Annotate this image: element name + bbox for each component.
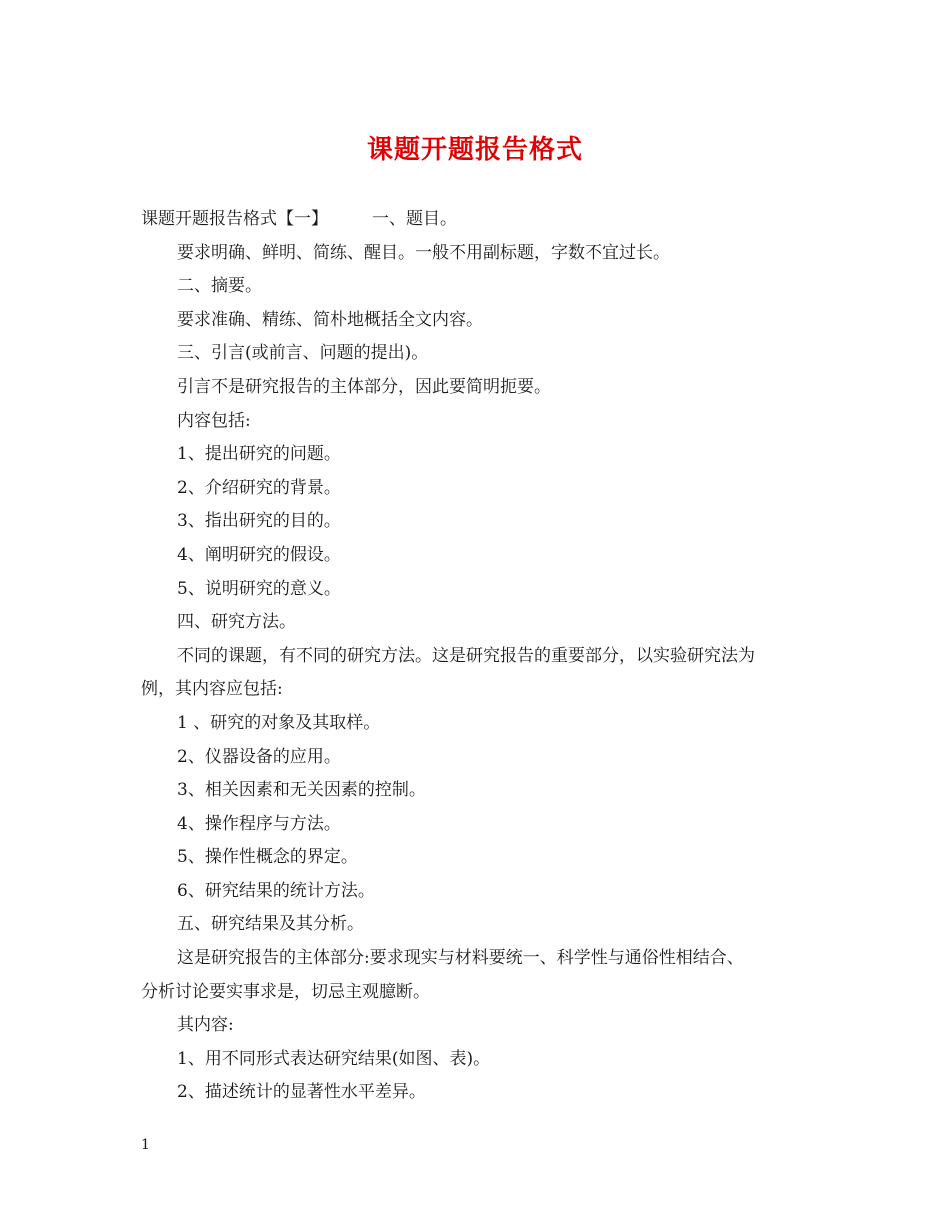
- paragraph-list: [141, 237, 821, 1110]
- paragraph-line: 要求明确、鲜明、简练、醒目。一般不用副标题，字数不宜过长。: [177, 242, 670, 263]
- paragraph-line: 这是研究报告的主体部分:要求现实与材料要统一、科学性与通俗性相结合、: [177, 948, 744, 969]
- paragraph-line: 3、相关因素和无关因素的控制。: [177, 780, 426, 801]
- paragraph-line: 1、用不同形式表达研究结果(如图、表)。: [177, 1048, 491, 1069]
- paragraph-line: 五、研究结果及其分析。: [177, 914, 364, 935]
- paragraph-line: 5、说明研究的意义。: [177, 578, 341, 599]
- document-body: [141, 203, 821, 1110]
- paragraph-line: 例，其内容应包括:: [141, 679, 283, 700]
- paragraph-line: 6、研究结果的统计方法。: [177, 880, 375, 901]
- paragraph-line: 其内容:: [177, 1015, 234, 1036]
- paragraph-line: 2、描述统计的显著性水平差异。: [177, 1082, 426, 1103]
- document-title: 课题开题报告格式: [366, 135, 583, 165]
- paragraph-line: 1 、研究的对象及其取样。: [177, 712, 381, 733]
- paragraph-line: 2、仪器设备的应用。: [177, 746, 341, 767]
- paragraph-line: 内容包括:: [177, 410, 251, 431]
- paragraph-line: 二、摘要。: [177, 276, 262, 297]
- paragraph-line: 1、提出研究的问题。: [177, 444, 341, 465]
- paragraph-line: 引言不是研究报告的主体部分，因此要简明扼要。: [177, 376, 551, 397]
- item-heading: 一、题目。: [372, 209, 457, 229]
- paragraph-line: 3、指出研究的目的。: [177, 511, 341, 532]
- first-line: [141, 203, 821, 237]
- paragraph-line: 分析讨论要实事求是，切忌主观臆断。: [141, 981, 430, 1002]
- paragraph-line: 三、引言(或前言、问题的提出)。: [177, 343, 429, 364]
- paragraph-line: 4、阐明研究的假设。: [177, 544, 341, 565]
- paragraph-line: 要求准确、精练、简朴地概括全文内容。: [177, 309, 483, 330]
- paragraph-line: 4、操作程序与方法。: [177, 813, 341, 834]
- paragraph-line: 5、操作性概念的界定。: [177, 847, 358, 868]
- section-heading: 课题开题报告格式【一】: [141, 209, 328, 229]
- paragraph-line: 四、研究方法。: [177, 612, 296, 633]
- paragraph-line: 不同的课题，有不同的研究方法。这是研究报告的重要部分，以实验研究法为: [177, 645, 755, 666]
- paragraph-line: 2、介绍研究的背景。: [177, 477, 341, 498]
- page-number: 1: [141, 1137, 150, 1153]
